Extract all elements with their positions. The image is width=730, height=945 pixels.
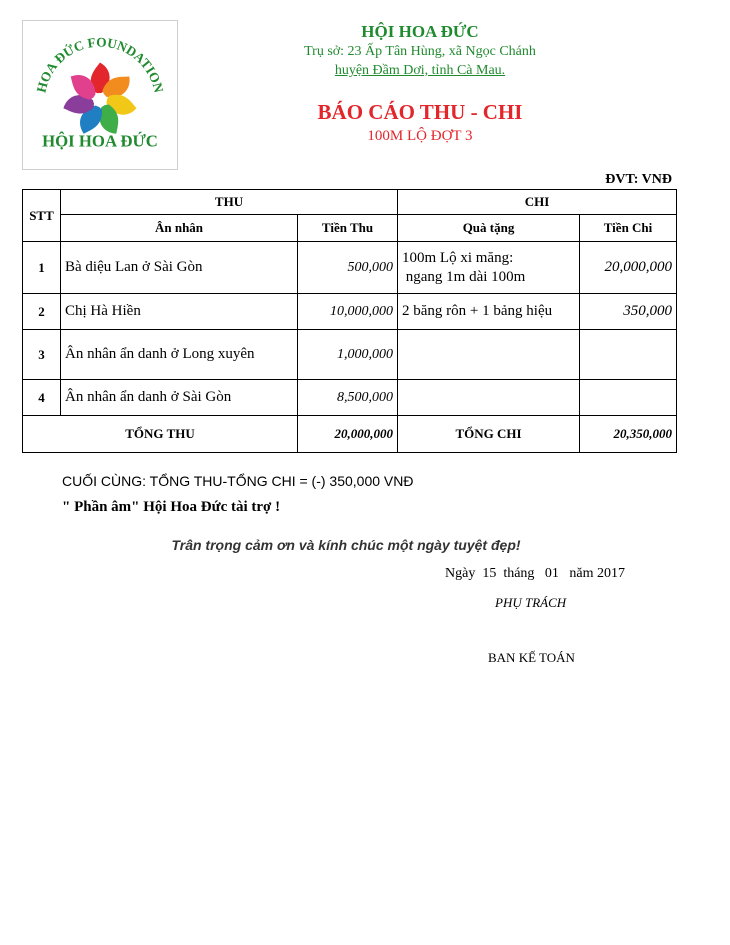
row-qua-tang (398, 330, 580, 380)
unit-label: ĐVT: VNĐ (605, 172, 672, 187)
row-tien-thu: 500,000 (298, 242, 398, 294)
org-address-line2-text: huyện Đầm Dơi, tỉnh Cà Mau. (334, 63, 506, 78)
row-qua-tang (398, 242, 580, 294)
hoa-duc-logo-graphic (23, 21, 177, 169)
row-stt: 2 (23, 294, 61, 330)
report-date: Ngày 15 tháng 01 năm 2017 (445, 566, 626, 581)
row-tien-thu: 10,000,000 (298, 294, 398, 330)
row-donor: Chị Hà Hiền (61, 294, 298, 330)
row-qua-tang: 2 băng rôn + 1 bảng hiệu (398, 294, 580, 330)
row-donor: Ân nhân ẩn danh ở Sài Gòn (61, 380, 298, 416)
header-tien-thu: Tiền Thu (298, 215, 398, 242)
row-qua-tang (398, 380, 580, 416)
row-stt: 4 (23, 380, 61, 416)
thanks-line: Trân trọng cảm ơn và kính chúc một ngày tuyệt đẹp! (171, 537, 521, 553)
total-thu-value: 20,000,000 (298, 416, 398, 453)
header-stt: STT (23, 190, 61, 242)
header-qua-tang: Quà tặng (398, 215, 580, 242)
in-charge-label: PHỤ TRÁCH (495, 595, 567, 610)
header-chi: CHI (398, 190, 677, 215)
table-row (23, 380, 677, 416)
table-header-row-2 (23, 215, 677, 242)
row-tien-chi: 350,000 (580, 294, 677, 330)
sponsor-line: " Phần âm" Hội Hoa Đức tài trợ ! (62, 499, 281, 515)
table-row (23, 330, 677, 380)
table-total-row (23, 416, 677, 453)
row-stt: 1 (23, 242, 61, 294)
row-tien-chi (580, 380, 677, 416)
org-name: HỘI HOA ĐỨC (361, 22, 479, 41)
row-tien-thu: 8,500,000 (298, 380, 398, 416)
header-an-nhan: Ân nhân (61, 215, 298, 242)
row-donor: Ân nhân ẩn danh ở Long xuyên (61, 330, 298, 380)
report-table (22, 189, 677, 453)
org-address-line2 (240, 63, 600, 79)
table-row (23, 242, 677, 294)
row-stt: 3 (23, 330, 61, 380)
table-row (23, 294, 677, 330)
total-chi-label: TỔNG CHI (398, 416, 580, 453)
summary-line: CUỐI CÙNG: TỔNG THU-TỔNG CHI = (-) 350,000 VNĐ (62, 473, 414, 489)
total-chi-value: 20,350,000 (580, 416, 677, 453)
logo-name: HỘI HOA ĐỨC (42, 131, 158, 151)
header-tien-chi: Tiền Chi (580, 215, 677, 242)
logo-arc-text: HOA ĐỨC FOUNDATION (33, 34, 167, 95)
header-thu: THU (61, 190, 398, 215)
row-donor: Bà diệu Lan ở Sài Gòn (61, 242, 298, 294)
report-title: BÁO CÁO THU - CHI (317, 100, 523, 124)
accountant-label: BAN KẾ TOÁN (488, 650, 575, 665)
table-header-row-1 (23, 190, 677, 215)
row-qua-tang-line2: ngang 1m dài 100m (402, 268, 526, 285)
row-tien-chi (580, 330, 677, 380)
report-subtitle: 100M LỘ ĐỢT 3 (367, 128, 473, 144)
org-address-line1: Trụ sở: 23 Ấp Tân Hùng, xã Ngọc Chánh (304, 44, 536, 59)
logo (22, 20, 178, 170)
row-tien-chi: 20,000,000 (580, 242, 677, 294)
flower-center-icon (93, 93, 107, 107)
row-tien-thu: 1,000,000 (298, 330, 398, 380)
total-thu-label: TỔNG THU (23, 416, 298, 453)
row-qua-tang-line1: 100m Lộ xi măng: (402, 249, 514, 266)
